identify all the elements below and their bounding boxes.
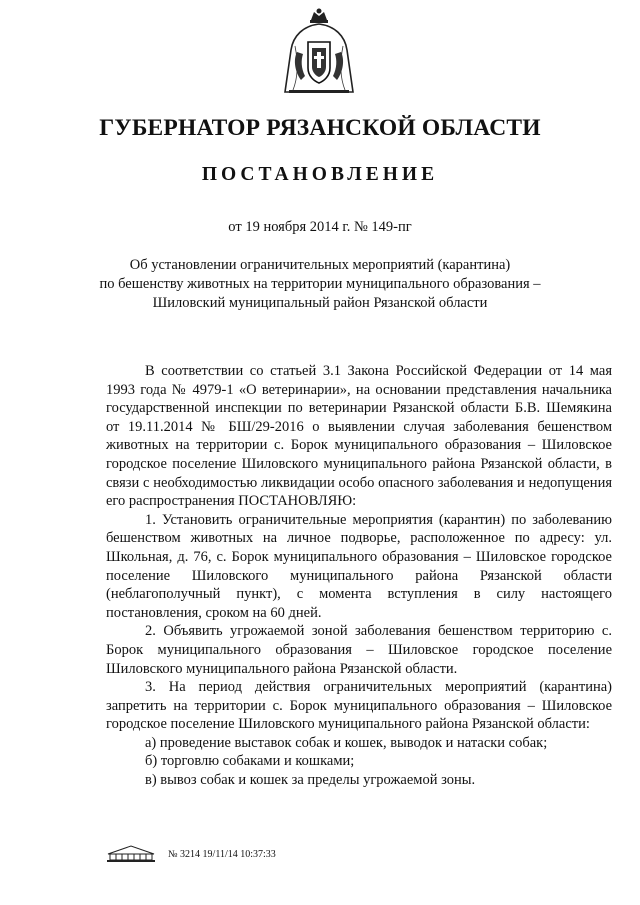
clause-2: 2. Объявить угрожаемой зоной заболевания бешенством территорию с. Борок муниципального образования – Шиловское городское поселение Шиловского муниципального района Рязанской области. [106, 623, 612, 677]
registration-number: № 3214 19/11/14 10:37:33 [168, 849, 276, 860]
subject-line: по бешенству животных на территории муниципального образования – [99, 276, 541, 292]
clause-3: 3. На период действия ограничительных мероприятий (карантина) запретить на территории с. Борок муниципального образования – Шиловское городское поселение Шиловского муниципального района Рязанской области: [106, 679, 612, 733]
subitem-v: в) вывоз собак и кошек за пределы угрожаемой зоны. [145, 772, 476, 789]
subitem-a: а) проведение выставок собак и кошек, выводок и натаски собак; [145, 734, 548, 751]
subject-line: Об установлении ограничительных мероприятий (карантина) [129, 257, 511, 273]
preamble-paragraph: В соответствии со статьей 3.1 Закона Российской Федерации от 14 мая 1993 года № 4979-1 «О ветеринарии», на основании представления начальника государственной инспекции по ветеринарии Рязанской области Б.В. Шемякина от 19.11.2014 № БШ/29-2016 о выявлении случая заболевания бешенством животных на территории с. Борок муниципального образования – Шиловское городское поселение Шиловского муниципального района Рязанской области, в связи с необходимостью ликвидации особо опасного заболевания и недопущения его распространения ПОСТАНОВЛЯЮ: [106, 363, 612, 510]
clause-3-subitems [106, 734, 612, 790]
clause-1: 1. Установить ограничительные мероприятия (карантин) по заболеванию бешенством животных на личное подворье, расположенное по адресу: ул. Школьная, д. 76, с. Борок муниципального образования – Шиловское городское поселение Шиловского муниципального района Рязанской области (неблагополучный пункт), с момента вступления в силу настоящего постановления, сроком на 60 дней. [106, 511, 612, 621]
subitem-b: б) торговлю собаками и кошками; [145, 753, 355, 770]
subject-line: Шиловский муниципальный район Рязанской области [152, 295, 488, 311]
document-body [106, 362, 612, 790]
document-subject [0, 256, 640, 313]
building-stamp-icon [104, 842, 158, 864]
issuing-authority-title: ГУБЕРНАТОР РЯЗАНСКОЙ ОБЛАСТИ [99, 115, 541, 141]
registration-footer [104, 842, 404, 864]
coat-of-arms-icon [281, 6, 357, 98]
document-type-heading: ПОСТАНОВЛЕНИЕ [201, 164, 439, 185]
document-date-number: от 19 ноября 2014 г. № 149-пг [228, 219, 412, 235]
